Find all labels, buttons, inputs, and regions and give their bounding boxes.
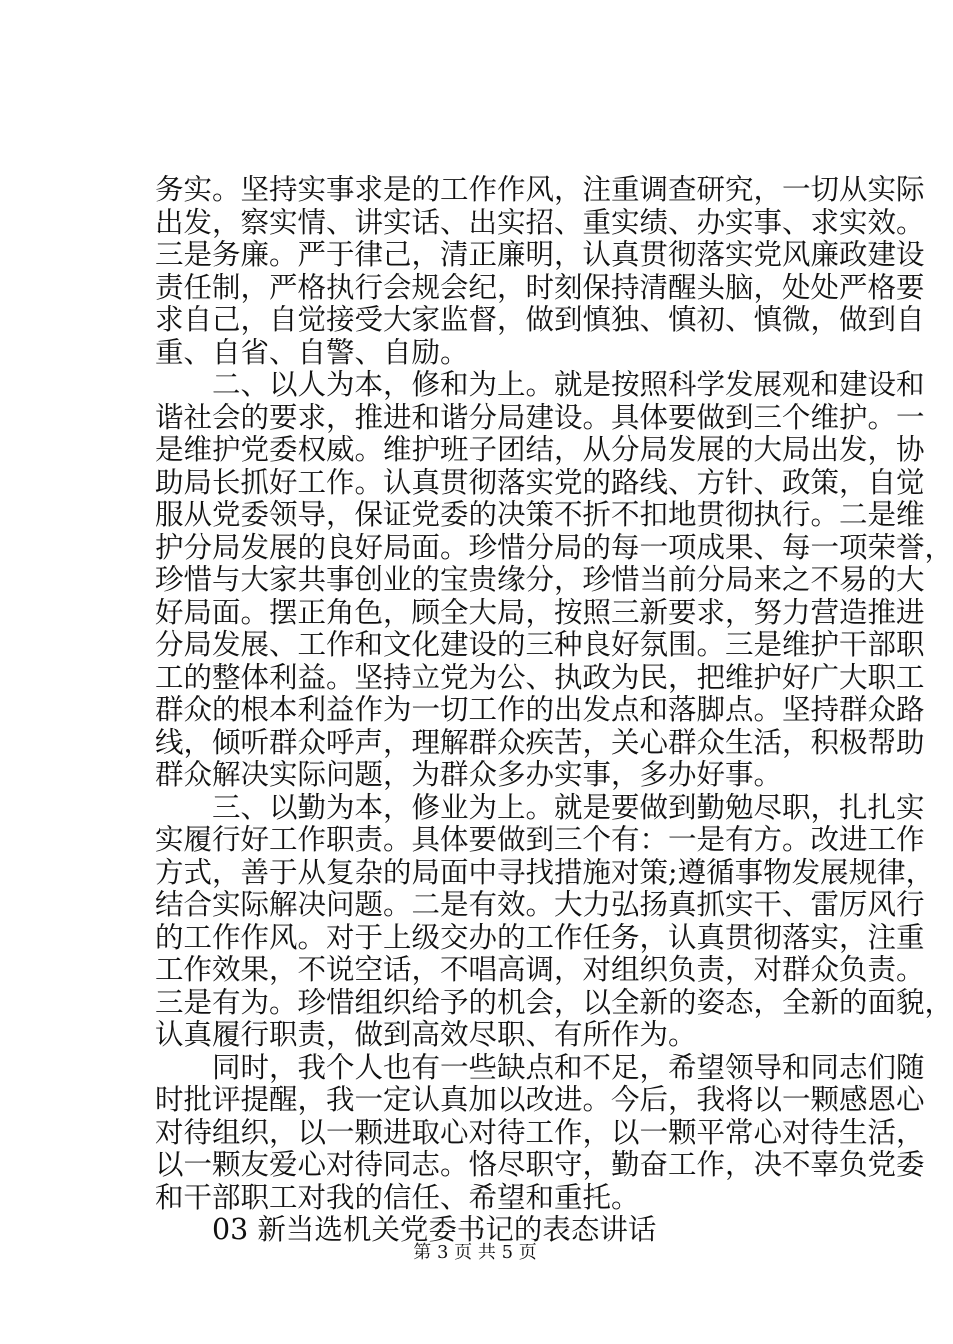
text-line: 护分局发展的良好局面。珍惜分局的每一项成果、每一项荣誉， [155,530,953,564]
text-line: 实履行好工作职责。具体要做到三个有：一是有方。改进工作 [155,823,925,856]
page-number: 第 3 页 共 5 页 [413,1242,537,1263]
text-line: 是维护党委权威。维护班子团结，从分局发展的大局出发，协 [155,433,925,466]
page-footer [0,1242,950,1264]
text-line: 以一颗友爱心对待同志。恪尽职守，勤奋工作，决不辜负党委 [155,1148,925,1181]
document-body [155,173,953,1247]
text-line: 重、自省、自警、自励。 [155,335,469,369]
text-line: 工的整体利益。坚持立党为公、执政为民，把维护好广大职工 [155,660,925,694]
text-line: 工作效果，不说空话，不唱高调，对组织负责，对群众负责。 [155,953,925,986]
text-line: 服从党委领导，保证党委的决策不折不扣地贯彻执行。二是维 [155,498,925,531]
text-line: 线，倾听群众呼声，理解群众疾苦，关心群众生活，积极帮助 [155,725,925,759]
text-line: 三是有为。珍惜组织给予的机会，以全新的姿态，全新的面貌， [155,985,953,1019]
text-line: 群众的根本利益作为一切工作的出发点和落脚点。坚持群众路 [155,693,925,726]
text-line: 出发，察实情、讲实话、出实招、重实绩、办实事、求实效。 [155,205,925,239]
text-line: 同时，我个人也有一些缺点和不足，希望领导和同志们随 [155,1050,925,1084]
text-line: 责任制，严格执行会规会纪，时刻保持清醒头脑，处处严格要 [155,270,925,304]
text-line: 对待组织，以一颗进取心对待工作，以一颗平常心对待生活， [155,1115,925,1149]
text-line: 分局发展、工作和文化建设的三种良好氛围。三是维护干部职 [155,628,925,661]
text-line: 结合实际解决问题。二是有效。大力弘扬真抓实干、雷厉风行 [155,888,925,921]
text-line: 好局面。摆正角色，顾全大局，按照三新要求，努力营造推进 [155,595,925,629]
text-line: 的工作作风。对于上级交办的工作任务，认真贯彻落实，注重 [155,920,925,954]
text-line: 助局长抓好工作。认真贯彻落实党的路线、方针、政策，自觉 [155,465,925,499]
text-line: 求自己，自觉接受大家监督，做到慎独、慎初、慎微，做到自 [155,303,925,336]
section-heading: 03 新当选机关党委书记的表态讲话 [155,1213,657,1246]
text-line: 认真履行职责，做到高效尽职、有所作为。 [155,1018,697,1051]
text-line: 谐社会的要求，推进和谐分局建设。具体要做到三个维护。一 [155,400,925,434]
text-line: 三是务廉。严于律己，清正廉明，认真贯彻落实党风廉政建设 [155,238,925,271]
text-line: 群众解决实际问题，为群众多办实事，多办好事。 [155,758,783,791]
text-line: 和干部职工对我的信任、希望和重托。 [155,1180,640,1214]
text-line: 方式，善于从复杂的局面中寻找措施对策;遵循事物发展规律， [155,855,935,889]
text-line: 务实。坚持实事求是的工作作风，注重调查研究，一切从实际 [155,173,925,206]
text-line: 二、以人为本，修和为上。就是按照科学发展观和建设和 [155,368,925,401]
text-line: 时批评提醒，我一定认真加以改进。今后，我将以一颗感恩心 [155,1083,925,1116]
text-line: 珍惜与大家共事创业的宝贵缘分，珍惜当前分局来之不易的大 [155,563,925,596]
text-line: 三、以勤为本，修业为上。就是要做到勤勉尽职，扎扎实 [155,790,925,824]
